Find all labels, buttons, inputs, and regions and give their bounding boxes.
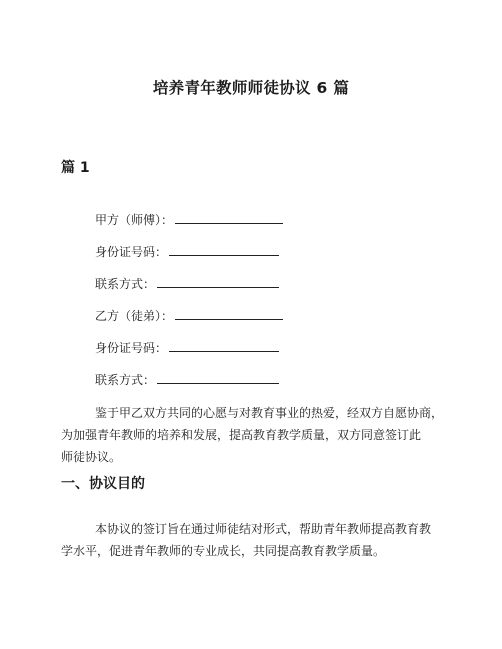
field-label: 联系方式： <box>95 373 156 387</box>
paragraph-line: 为加强青年教师的培养和发展，提高教育教学质量，双方同意签订此 <box>61 428 422 442</box>
party-b-contact-field <box>95 371 279 388</box>
blank-line <box>157 371 279 384</box>
party-a-contact-field <box>95 275 279 292</box>
field-label: 联系方式： <box>95 277 156 291</box>
section-heading-purpose: 一、协议目的 <box>61 476 145 492</box>
field-label: 身份证号码： <box>95 245 168 259</box>
document-title: 培养青年教师师徒协议 6 篇 <box>152 79 350 97</box>
blank-line <box>169 243 279 256</box>
purpose-paragraph <box>61 518 443 562</box>
party-a-name-field <box>95 211 283 228</box>
field-label: 甲方（师傅）： <box>95 213 174 227</box>
blank-line <box>169 339 279 352</box>
intro-paragraph <box>61 402 443 468</box>
blank-line <box>175 211 283 224</box>
paragraph-line: 本协议的签订旨在通过师徒结对形式，帮助青年教师提高教育教 <box>95 522 432 536</box>
party-b-name-field <box>95 307 283 324</box>
party-a-id-field <box>95 243 279 260</box>
blank-line <box>157 275 279 288</box>
paragraph-line: 师徒协议。 <box>61 450 122 464</box>
paragraph-line: 学水平，促进青年教师的专业成长，共同提高教育教学质量。 <box>61 544 386 558</box>
field-label: 乙方（徒弟）： <box>95 309 174 323</box>
section-label: 篇 1 <box>61 160 90 176</box>
field-label: 身份证号码： <box>95 341 168 355</box>
paragraph-line: 鉴于甲乙双方共同的心愿与对教育事业的热爱，经双方自愿协商， <box>95 406 444 420</box>
blank-line <box>175 307 283 320</box>
party-b-id-field <box>95 339 279 356</box>
